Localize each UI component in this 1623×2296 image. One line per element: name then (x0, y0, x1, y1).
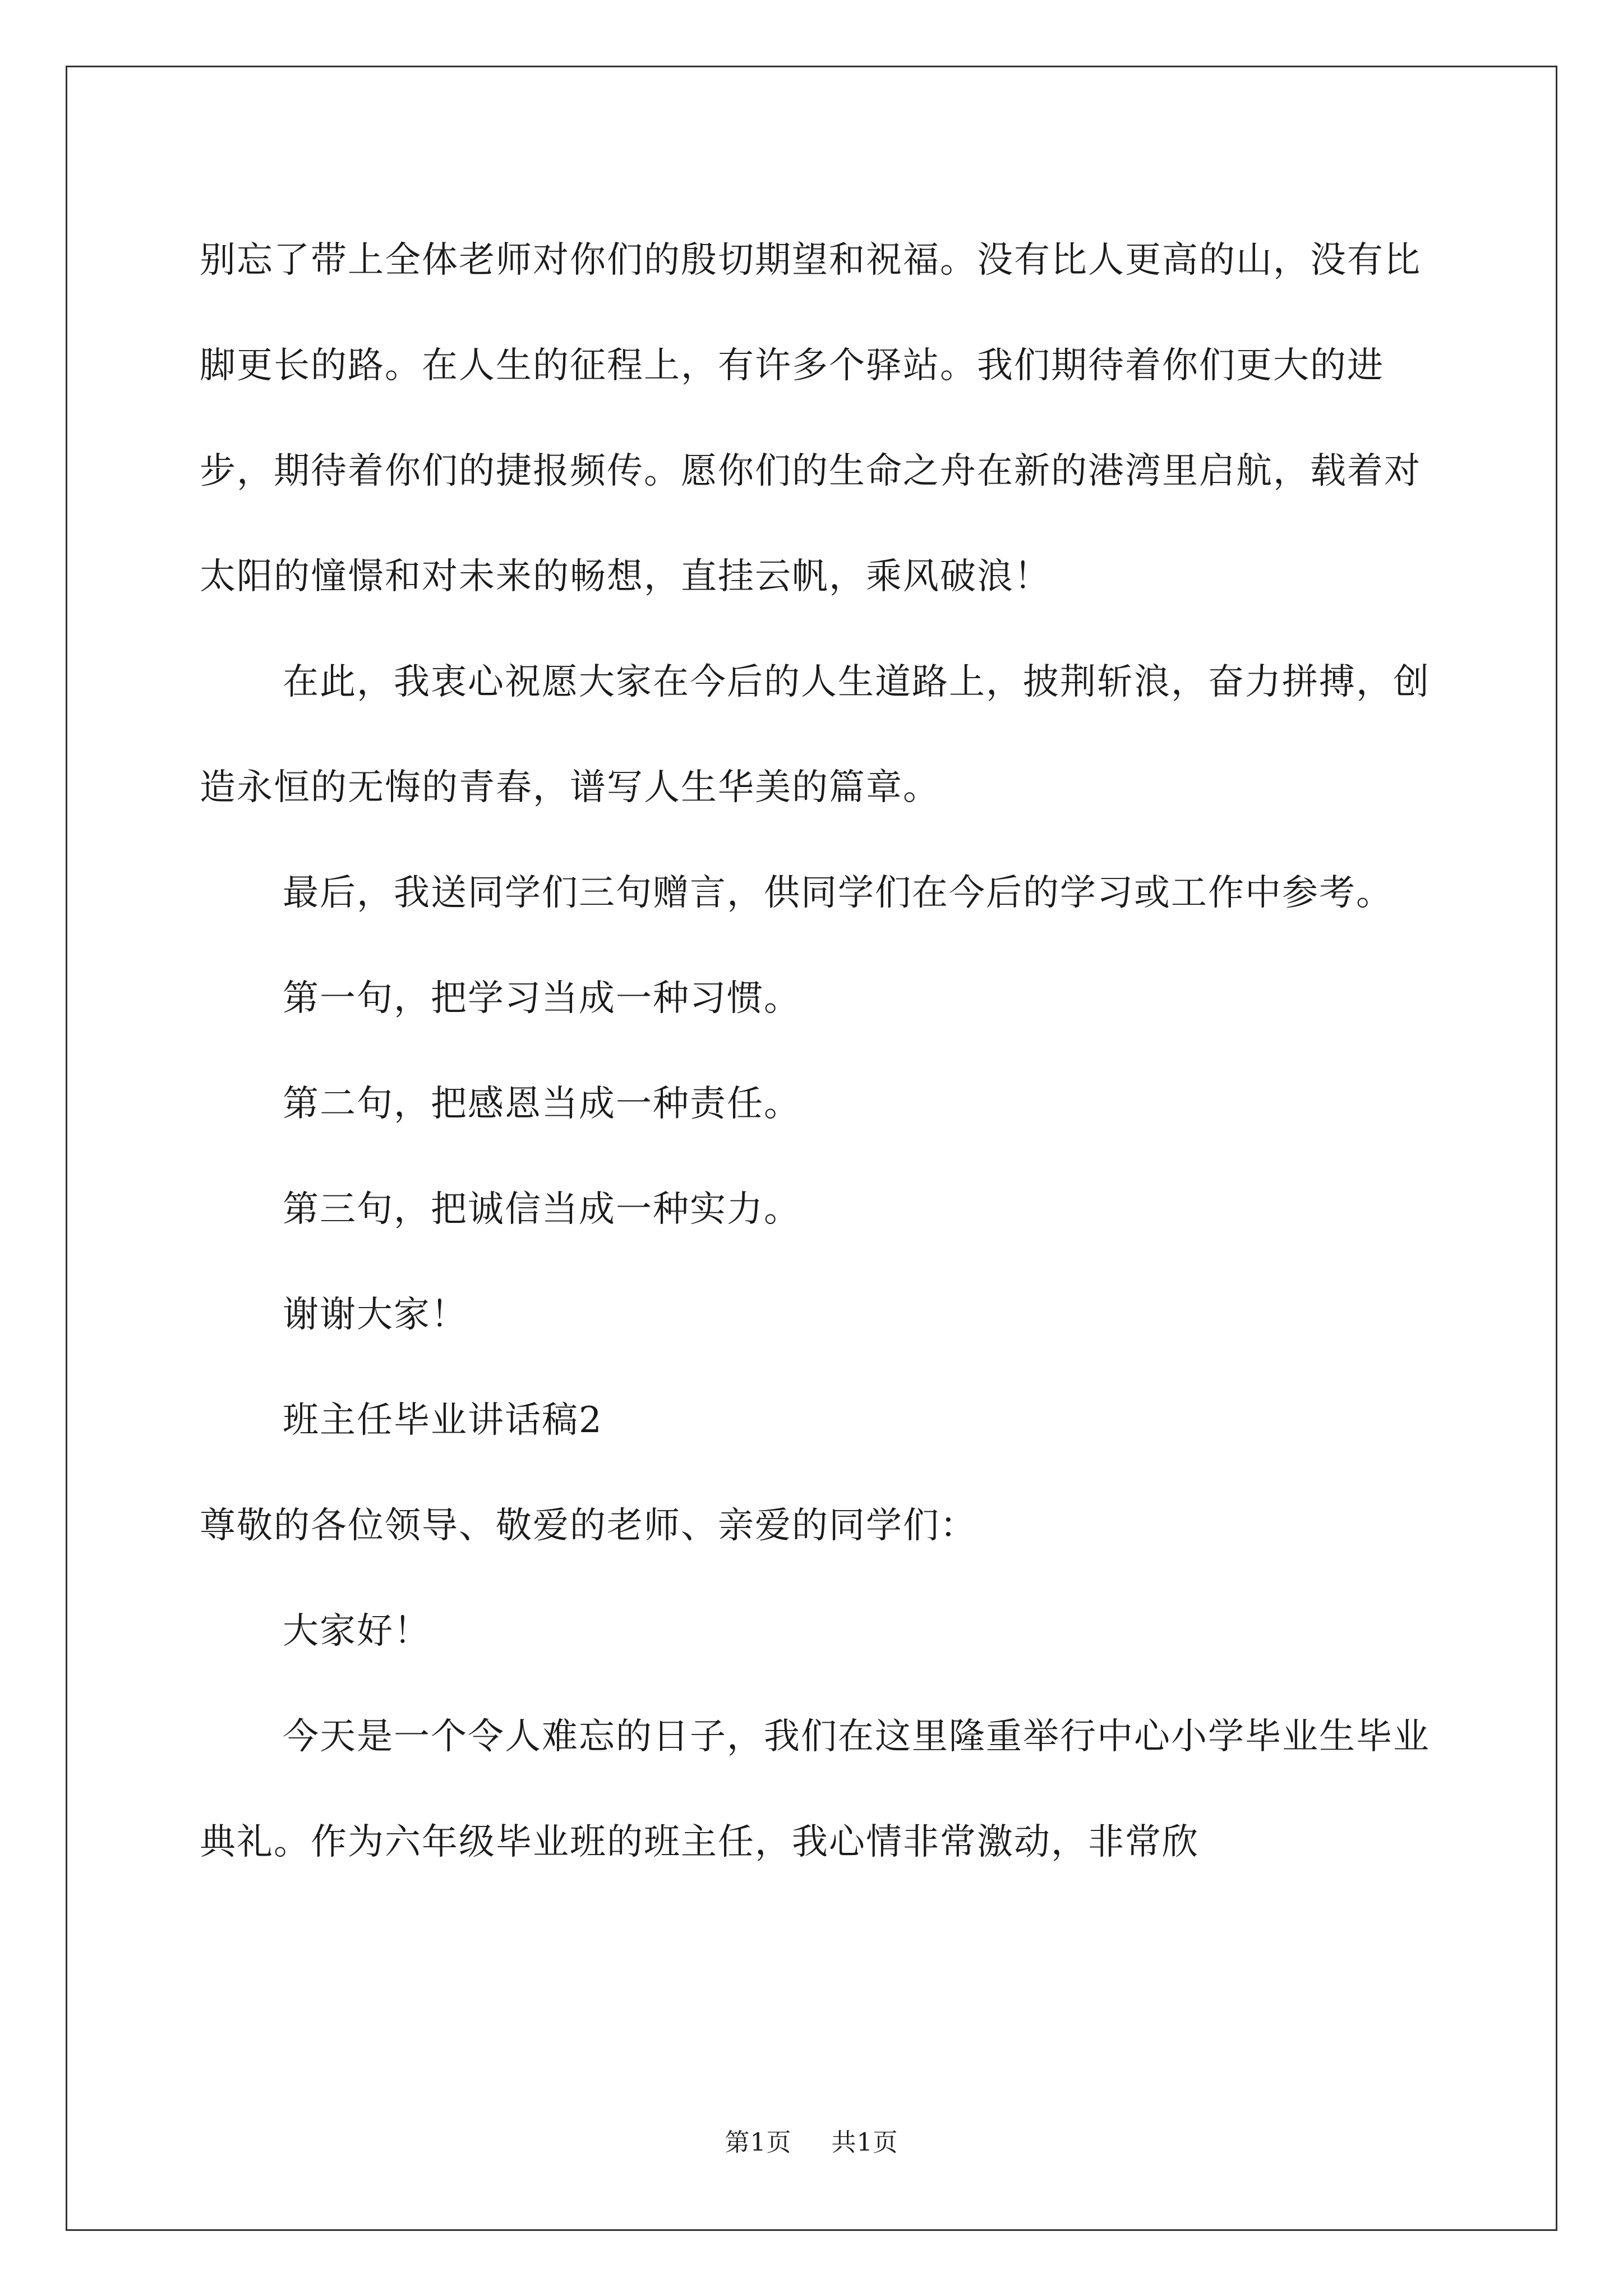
paragraph-closing-wishes: 别忘了带上全体老师对你们的殷切期望和祝福。没有比人更高的山，没有比脚更长的路。在人生的征程上，有许多个驿站。我们期待着你们更大的进步，期待着你们的捷报频传。愿你们的生命之舟在新的港湾里启航，载着对太阳的憧憬和对未来的畅想，直挂云帆，乘风破浪！ (200, 240, 1421, 597)
paragraph-greeting: 大家好！ (283, 1611, 431, 1652)
paragraph-salutation: 尊敬的各位领导、敬爱的老师、亲爱的同学们： (200, 1505, 977, 1547)
paragraph-motto-1: 第一句，把学习当成一种习惯。 (283, 978, 801, 1019)
document-body (200, 208, 1456, 1895)
paragraph-blessing: 在此，我衷心祝愿大家在今后的人生道路上，披荆斩浪，奋力拼搏，创造永恒的无悔的青春，谱写人生华美的篇章。 (200, 661, 1430, 808)
page-footer (0, 2126, 1623, 2160)
paragraph-motto-2: 第二句，把感恩当成一种责任。 (283, 1083, 801, 1125)
page-total: 共1页 (831, 2128, 898, 2157)
paragraph-thanks: 谢谢大家！ (283, 1294, 468, 1336)
page-number: 第1页 (725, 2128, 792, 2157)
paragraph-motto-3: 第三句，把诚信当成一种实力。 (283, 1189, 801, 1230)
paragraph-opening: 今天是一个令人难忘的日子，我们在这里隆重举行中心小学毕业生毕业典礼。作为六年级毕业班的班主任，我心情非常激动，非常欣 (200, 1716, 1430, 1863)
paragraph-three-mottos-intro: 最后，我送同学们三句赠言，供同学们在今后的学习或工作中参考。 (283, 872, 1393, 914)
section-heading: 班主任毕业讲话稿2 (283, 1400, 603, 1441)
